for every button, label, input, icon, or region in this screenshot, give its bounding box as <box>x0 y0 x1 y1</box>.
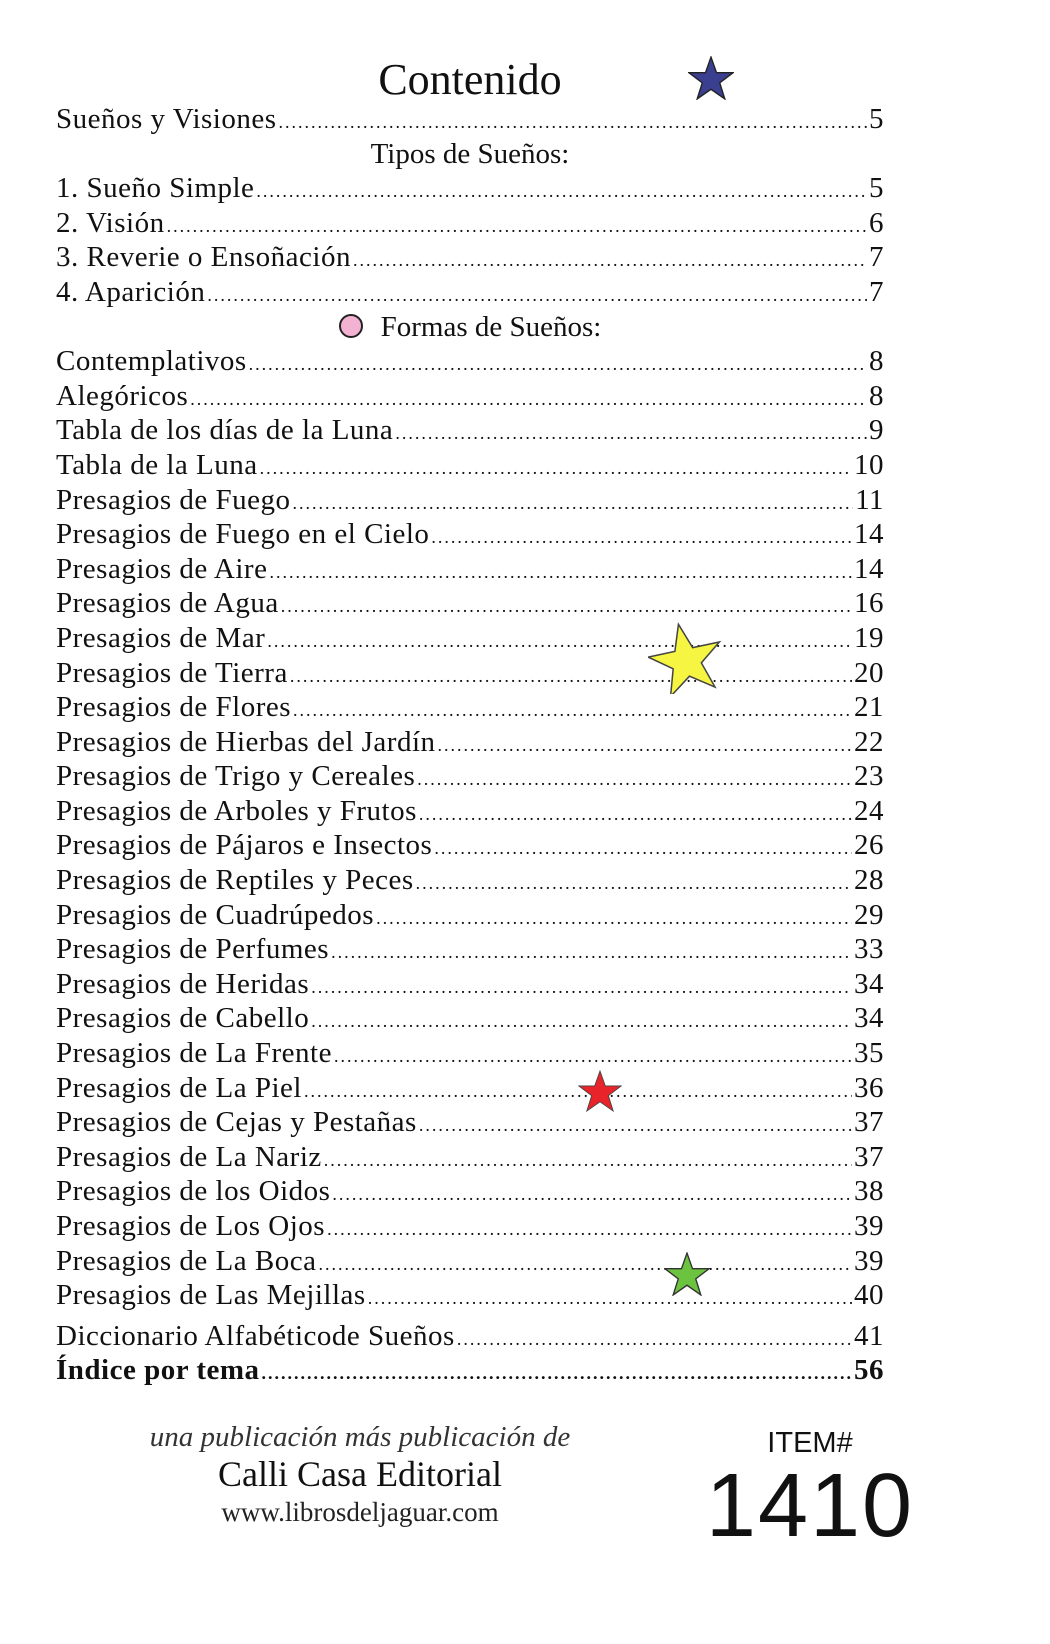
toc-entry-diccionario[interactable]: Diccionario Alfabéticode Sueños ..... 41 <box>56 1319 884 1354</box>
toc-entry[interactable]: Presagios de Las Mejillas ..... 40 <box>56 1278 884 1313</box>
website-link[interactable]: www.librosdeljaguar.com <box>221 1497 499 1527</box>
item-label: ITEM# <box>767 1427 853 1459</box>
toc-entry[interactable]: Presagios de los Oidos ..... 38 <box>56 1174 884 1209</box>
item-number: 1410 <box>705 1456 915 1556</box>
toc-entry[interactable]: Presagios de La Piel ..... 36 <box>56 1071 884 1106</box>
toc-entry[interactable]: Tabla de los días de la Luna ..... 9 <box>56 413 884 448</box>
pink-circle-icon <box>339 314 363 338</box>
toc-entry[interactable]: Presagios de Fuego en el Cielo ..... 14 <box>56 517 884 552</box>
toc-entry[interactable]: Presagios de Perfumes ..... 33 <box>56 932 884 967</box>
toc-entry[interactable]: Alegóricos ..... 8 <box>56 379 884 414</box>
toc-entry[interactable]: 3. Reverie o Ensoñación ..... 7 <box>56 240 884 275</box>
table-of-contents <box>56 102 884 1388</box>
toc-entry[interactable]: Presagios de Tierra ..... 20 <box>56 656 884 691</box>
toc-entry[interactable]: Presagios de Fuego ..... 11 <box>56 483 884 518</box>
toc-entry[interactable]: Presagios de Arboles y Frutos ..... 24 <box>56 794 884 829</box>
toc-entry[interactable]: Presagios de Agua ..... 16 <box>56 586 884 621</box>
toc-entry[interactable]: Presagios de Pájaros e Insectos ..... 26 <box>56 828 884 863</box>
publisher-name: Calli Casa Editorial <box>218 1454 502 1494</box>
toc-entry[interactable]: Presagios de Reptiles y Peces ..... 28 <box>56 863 884 898</box>
toc-entry[interactable]: 2. Visión ..... 6 <box>56 206 884 241</box>
toc-entry[interactable]: Sueños y Visiones ..... 5 <box>56 102 884 137</box>
toc-entry[interactable]: Presagios de Aire ..... 14 <box>56 552 884 587</box>
toc-entry[interactable]: Presagios de Cabello ..... 34 <box>56 1001 884 1036</box>
section-heading-tipos: Tipos de Sueños: <box>370 137 570 170</box>
toc-entry[interactable]: Presagios de Trigo y Cereales ..... 23 <box>56 759 884 794</box>
toc-entry[interactable]: Presagios de Cejas y Pestañas ..... 37 <box>56 1105 884 1140</box>
toc-entry[interactable]: Tabla de la Luna ..... 10 <box>56 448 884 483</box>
toc-entry[interactable]: Presagios de Heridas ..... 34 <box>56 967 884 1002</box>
toc-entry[interactable]: 4. Aparición ..... 7 <box>56 275 884 310</box>
toc-entry[interactable]: Presagios de La Nariz ..... 37 <box>56 1140 884 1175</box>
green-star-icon <box>664 1252 710 1296</box>
toc-entry[interactable]: Presagios de Mar ..... 19 <box>56 621 884 656</box>
toc-entry[interactable]: Presagios de La Boca ..... 39 <box>56 1244 884 1279</box>
toc-entry[interactable]: Presagios de Los Ojos ..... 39 <box>56 1209 884 1244</box>
blue-star-icon <box>688 56 734 100</box>
toc-entry[interactable]: 1. Sueño Simple ..... 5 <box>56 171 884 206</box>
toc-entry[interactable]: Presagios de Cuadrúpedos ..... 29 <box>56 898 884 933</box>
item-number-block <box>690 1428 930 1554</box>
section-heading-formas: Formas de Sueños: <box>56 310 884 345</box>
toc-entry[interactable]: Presagios de La Frente ..... 35 <box>56 1036 884 1071</box>
toc-entry-indice[interactable]: Índice por tema ..... 56 <box>56 1353 884 1388</box>
page-title: Contenido <box>378 55 562 104</box>
toc-entry[interactable]: Presagios de Flores ..... 21 <box>56 690 884 725</box>
tagline: una publicación más publicación de <box>149 1421 571 1453</box>
toc-entry[interactable]: Presagios de Hierbas del Jardín ..... 22 <box>56 725 884 760</box>
yellow-star-icon <box>648 622 724 694</box>
red-star-icon <box>578 1070 622 1112</box>
publisher-block <box>110 1420 610 1530</box>
toc-entry[interactable]: Contemplativos ..... 8 <box>56 344 884 379</box>
